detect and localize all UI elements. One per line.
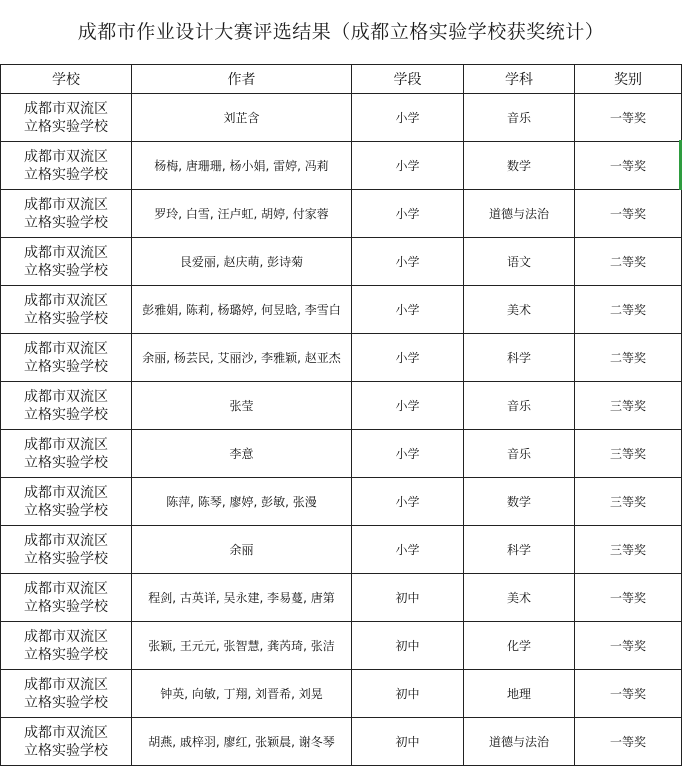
school-name-line1: 成都市双流区 xyxy=(24,532,108,549)
cell-school xyxy=(1,430,132,478)
cell-stage: 小学 xyxy=(352,142,464,190)
cell-author: 彭雅娟, 陈莉, 杨璐婷, 何昱晗, 李雪白 xyxy=(132,286,352,334)
cell-award: 三等奖 xyxy=(575,382,682,430)
cell-stage: 初中 xyxy=(352,670,464,718)
table-header-row xyxy=(1,65,682,94)
school-name-line1: 成都市双流区 xyxy=(24,244,108,261)
cell-subject: 语文 xyxy=(464,238,575,286)
cell-stage: 小学 xyxy=(352,334,464,382)
header-school: 学校 xyxy=(1,65,132,94)
cell-stage: 小学 xyxy=(352,382,464,430)
cell-school xyxy=(1,142,132,190)
cell-subject: 化学 xyxy=(464,622,575,670)
cell-subject: 道德与法治 xyxy=(464,190,575,238)
cell-stage: 小学 xyxy=(352,94,464,142)
table-row xyxy=(1,574,682,622)
cell-award: 一等奖 xyxy=(575,142,682,190)
table-row xyxy=(1,190,682,238)
school-name-line1: 成都市双流区 xyxy=(24,724,108,741)
cell-school xyxy=(1,478,132,526)
cell-school xyxy=(1,670,132,718)
cell-author: 李意 xyxy=(132,430,352,478)
cell-award: 二等奖 xyxy=(575,334,682,382)
school-name-line2: 立格实验学校 xyxy=(24,406,108,423)
cell-award: 一等奖 xyxy=(575,190,682,238)
table-row xyxy=(1,430,682,478)
cell-author: 余丽 xyxy=(132,526,352,574)
school-name-line1: 成都市双流区 xyxy=(24,196,108,213)
cell-stage: 初中 xyxy=(352,718,464,766)
cell-author: 余丽, 杨芸民, 艾丽沙, 李雅颖, 赵亚杰 xyxy=(132,334,352,382)
school-name-line2: 立格实验学校 xyxy=(24,550,108,567)
table-row xyxy=(1,526,682,574)
cell-author: 钟英, 向敏, 丁翔, 刘晋希, 刘晃 xyxy=(132,670,352,718)
school-name-line2: 立格实验学校 xyxy=(24,646,108,663)
cell-school xyxy=(1,94,132,142)
cell-stage: 初中 xyxy=(352,574,464,622)
cell-subject: 音乐 xyxy=(464,430,575,478)
cell-award: 三等奖 xyxy=(575,430,682,478)
awards-table xyxy=(0,64,682,766)
cell-award: 一等奖 xyxy=(575,718,682,766)
table-row xyxy=(1,478,682,526)
cell-subject: 科学 xyxy=(464,334,575,382)
cell-subject: 地理 xyxy=(464,670,575,718)
school-name-line2: 立格实验学校 xyxy=(24,214,108,231)
cell-award: 一等奖 xyxy=(575,574,682,622)
cell-author: 罗玲, 白雪, 汪卢虹, 胡婷, 付家蓉 xyxy=(132,190,352,238)
cell-stage: 小学 xyxy=(352,190,464,238)
header-subject: 学科 xyxy=(464,65,575,94)
school-name-line1: 成都市双流区 xyxy=(24,100,108,117)
table-row xyxy=(1,382,682,430)
cell-subject: 美术 xyxy=(464,286,575,334)
cell-school xyxy=(1,286,132,334)
cell-subject: 科学 xyxy=(464,526,575,574)
cell-school xyxy=(1,574,132,622)
school-name-line2: 立格实验学校 xyxy=(24,502,108,519)
cell-school xyxy=(1,622,132,670)
header-author: 作者 xyxy=(132,65,352,94)
school-name-line1: 成都市双流区 xyxy=(24,388,108,405)
school-name-line2: 立格实验学校 xyxy=(24,742,108,759)
school-name-line2: 立格实验学校 xyxy=(24,262,108,279)
cell-author: 艮爱丽, 赵庆萌, 彭诗菊 xyxy=(132,238,352,286)
cell-subject: 美术 xyxy=(464,574,575,622)
cell-stage: 小学 xyxy=(352,286,464,334)
table-row xyxy=(1,670,682,718)
cell-author: 杨梅, 唐珊珊, 杨小娟, 雷婷, 冯莉 xyxy=(132,142,352,190)
school-name-line2: 立格实验学校 xyxy=(24,598,108,615)
cell-subject: 数学 xyxy=(464,478,575,526)
cell-award: 一等奖 xyxy=(575,670,682,718)
header-stage: 学段 xyxy=(352,65,464,94)
cell-award: 一等奖 xyxy=(575,94,682,142)
cell-award: 二等奖 xyxy=(575,286,682,334)
school-name-line1: 成都市双流区 xyxy=(24,148,108,165)
table-body xyxy=(1,94,682,766)
cell-stage: 小学 xyxy=(352,478,464,526)
cell-school xyxy=(1,190,132,238)
cell-author: 刘芷含 xyxy=(132,94,352,142)
cell-school xyxy=(1,334,132,382)
school-name-line1: 成都市双流区 xyxy=(24,580,108,597)
cell-stage: 小学 xyxy=(352,238,464,286)
cell-school xyxy=(1,382,132,430)
cell-school xyxy=(1,238,132,286)
cell-award: 三等奖 xyxy=(575,478,682,526)
cell-subject: 音乐 xyxy=(464,382,575,430)
school-name-line1: 成都市双流区 xyxy=(24,436,108,453)
table-row xyxy=(1,334,682,382)
header-award: 奖别 xyxy=(575,65,682,94)
cell-subject: 数学 xyxy=(464,142,575,190)
cell-stage: 小学 xyxy=(352,430,464,478)
cell-award: 二等奖 xyxy=(575,238,682,286)
cell-author: 张莹 xyxy=(132,382,352,430)
cell-stage: 初中 xyxy=(352,622,464,670)
table-row xyxy=(1,286,682,334)
school-name-line2: 立格实验学校 xyxy=(24,310,108,327)
school-name-line1: 成都市双流区 xyxy=(24,676,108,693)
cell-school xyxy=(1,718,132,766)
cell-school xyxy=(1,526,132,574)
school-name-line1: 成都市双流区 xyxy=(24,292,108,309)
page-title: 成都市作业设计大赛评选结果（成都立格实验学校获奖统计） xyxy=(77,21,605,43)
cell-author: 陈萍, 陈琴, 廖婷, 彭敏, 张漫 xyxy=(132,478,352,526)
school-name-line1: 成都市双流区 xyxy=(24,628,108,645)
cell-author: 张颖, 王元元, 张智慧, 龚芮琦, 张洁 xyxy=(132,622,352,670)
cell-award: 三等奖 xyxy=(575,526,682,574)
school-name-line2: 立格实验学校 xyxy=(24,694,108,711)
cell-stage: 小学 xyxy=(352,526,464,574)
cell-subject: 道德与法治 xyxy=(464,718,575,766)
table-row xyxy=(1,622,682,670)
table-row xyxy=(1,718,682,766)
school-name-line2: 立格实验学校 xyxy=(24,358,108,375)
cell-subject: 音乐 xyxy=(464,94,575,142)
school-name-line1: 成都市双流区 xyxy=(24,484,108,501)
school-name-line1: 成都市双流区 xyxy=(24,340,108,357)
table-row xyxy=(1,142,682,190)
school-name-line2: 立格实验学校 xyxy=(24,454,108,471)
cell-author: 胡燕, 戚梓羽, 廖红, 张颖晨, 谢冬琴 xyxy=(132,718,352,766)
cell-author: 程剑, 古英详, 吴永建, 李易蔓, 唐第 xyxy=(132,574,352,622)
table-row xyxy=(1,238,682,286)
school-name-line2: 立格实验学校 xyxy=(24,166,108,183)
school-name-line2: 立格实验学校 xyxy=(24,118,108,135)
cell-award: 一等奖 xyxy=(575,622,682,670)
table-row xyxy=(1,94,682,142)
